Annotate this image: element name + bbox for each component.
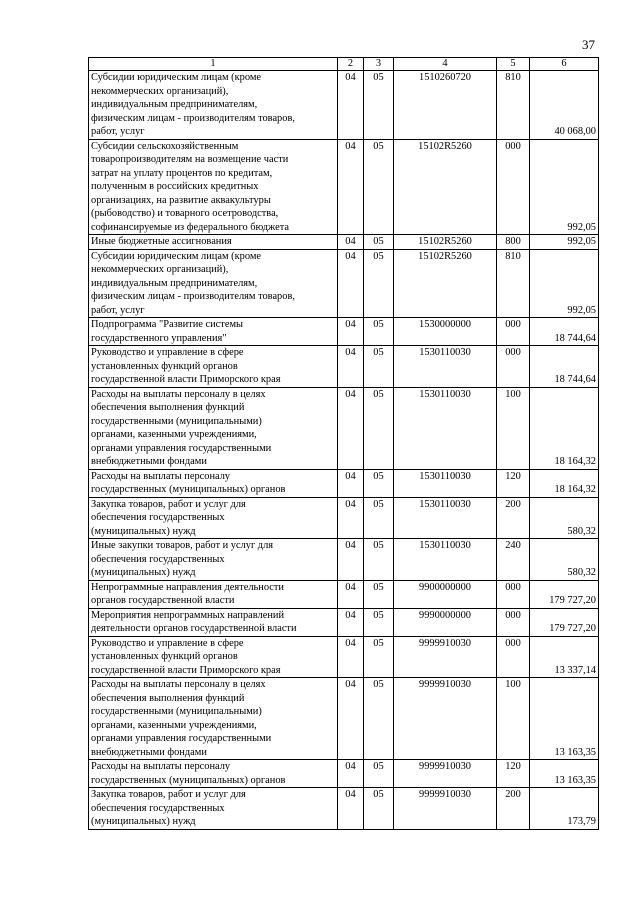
subsection-cell: 05: [364, 788, 394, 830]
table-row: [89, 235, 599, 250]
name-line: органами управления государственными: [91, 442, 272, 454]
expense-type-cell: 200: [497, 497, 530, 539]
section-cell: 04: [338, 580, 364, 608]
table-header: [89, 58, 599, 71]
name-line: установленных функций органов: [91, 360, 238, 372]
name-line: Мероприятия непрограммных направлений: [91, 609, 285, 621]
expense-type-cell: 120: [497, 760, 530, 788]
subsection-cell: 05: [364, 346, 394, 388]
name-line: государственной власти Приморского края: [91, 374, 281, 385]
name-line: товаропроизводителям на возмещение части: [91, 154, 289, 165]
table-row: [89, 760, 599, 788]
name-line: Расходы на выплаты персоналу: [91, 470, 231, 482]
name-line: Расходы на выплаты персоналу: [91, 761, 231, 772]
amount-cell: 40 068,00: [530, 71, 599, 140]
name-line: (муниципальных) нужд: [91, 567, 196, 578]
table-row: [89, 346, 599, 388]
name-line: обеспечения государственных: [91, 802, 225, 814]
row-name-cell: [89, 139, 338, 235]
name-line: (муниципальных) нужд: [91, 525, 196, 537]
name-line: некоммерческих организаций),: [91, 264, 229, 275]
target-article-cell: 15102R5260: [394, 235, 497, 250]
row-name-cell: [89, 71, 338, 140]
amount-cell: 992,05: [530, 139, 599, 235]
header-col-3: 3: [364, 58, 394, 71]
name-line: внебюджетными фондами: [91, 746, 207, 758]
table-row: [89, 636, 599, 678]
amount-cell: 13 163,35: [530, 760, 599, 788]
amount-cell: 992,05: [530, 235, 599, 250]
name-line: (муниципальных) нужд: [91, 816, 196, 827]
row-name-cell: [89, 318, 338, 346]
name-line: Подпрограмма "Развитие системы: [91, 319, 244, 330]
table-row: [89, 497, 599, 539]
name-line: органами, казенными учреждениями,: [91, 429, 257, 440]
table-row: [89, 539, 599, 581]
section-cell: 04: [338, 636, 364, 678]
name-line: государственными (муниципальными): [91, 415, 262, 427]
table-row: [89, 469, 599, 497]
name-line: физическим лицам - производителям товаров,: [91, 112, 295, 124]
name-line: Непрограммные направления деятельности: [91, 581, 284, 593]
expense-type-cell: 100: [497, 387, 530, 469]
name-line: работ, услуг: [91, 304, 145, 316]
row-name-cell: [89, 497, 338, 539]
subsection-cell: 05: [364, 497, 394, 539]
amount-cell: 13 163,35: [530, 678, 599, 760]
subsection-cell: 05: [364, 469, 394, 497]
name-line: деятельности органов государственной власти: [91, 623, 297, 634]
table-row: [89, 678, 599, 760]
name-line: государственных (муниципальных) органов: [91, 774, 286, 786]
name-line: государственного управления": [91, 332, 227, 344]
section-cell: 04: [338, 235, 364, 250]
expense-type-cell: 000: [497, 636, 530, 678]
expense-type-cell: 240: [497, 539, 530, 581]
name-line: индивидуальным предпринимателям,: [91, 99, 258, 110]
name-line: Расходы на выплаты персоналу в целях: [91, 679, 266, 690]
table-row: [89, 139, 599, 235]
table-row: [89, 387, 599, 469]
name-line: организациях, на развитие аквакультуры: [91, 194, 271, 206]
table-row: [89, 71, 599, 140]
name-line: органами, казенными учреждениями,: [91, 719, 257, 731]
name-line: софинансируемые из федерального бюджета: [91, 221, 289, 233]
section-cell: 04: [338, 71, 364, 140]
expense-type-cell: 000: [497, 346, 530, 388]
name-line: Субсидии сельскохозяйственным: [91, 140, 239, 152]
name-line: Закупка товаров, работ и услуг для: [91, 498, 246, 510]
name-line: Расходы на выплаты персоналу в целях: [91, 388, 266, 400]
target-article-cell: 1530110030: [394, 387, 497, 469]
row-name-cell: [89, 539, 338, 581]
name-line: обеспечения государственных: [91, 512, 225, 523]
row-name-cell: [89, 608, 338, 636]
name-line: затрат на уплату процентов по кредитам,: [91, 167, 273, 179]
target-article-cell: 1530110030: [394, 539, 497, 581]
header-col-4: 4: [394, 58, 497, 71]
header-col-6: 6: [530, 58, 599, 71]
name-line: органов государственной власти: [91, 595, 235, 606]
name-line: государственными (муниципальными): [91, 706, 262, 717]
name-line: (рыбоводство) и товарного осетроводства,: [91, 208, 279, 219]
expense-type-cell: 000: [497, 580, 530, 608]
row-name-cell: [89, 346, 338, 388]
target-article-cell: 1510260720: [394, 71, 497, 140]
header-col-5: 5: [497, 58, 530, 71]
name-line: внебюджетными фондами: [91, 456, 207, 467]
section-cell: 04: [338, 760, 364, 788]
section-cell: 04: [338, 346, 364, 388]
section-cell: 04: [338, 788, 364, 830]
page-number: 37: [582, 37, 595, 52]
header-col-2: 2: [338, 58, 364, 71]
name-line: индивидуальным предпринимателям,: [91, 277, 258, 289]
expense-type-cell: 000: [497, 318, 530, 346]
subsection-cell: 05: [364, 760, 394, 788]
name-line: Субсидии юридическим лицам (кроме: [91, 72, 262, 83]
name-line: некоммерческих организаций),: [91, 85, 229, 97]
expense-type-cell: 000: [497, 139, 530, 235]
subsection-cell: 05: [364, 678, 394, 760]
name-line: Субсидии юридическим лицам (кроме: [91, 250, 262, 262]
target-article-cell: 1530110030: [394, 346, 497, 388]
amount-cell: 580,32: [530, 539, 599, 581]
name-line: полученным в российских кредитных: [91, 181, 259, 192]
row-name-cell: [89, 580, 338, 608]
name-line: Руководство и управление в сфере: [91, 347, 244, 358]
name-line: Закупка товаров, работ и услуг для: [91, 789, 246, 800]
amount-cell: 18 164,32: [530, 469, 599, 497]
name-line: работ, услуг: [91, 126, 145, 137]
row-name-cell: [89, 788, 338, 830]
expense-type-cell: 200: [497, 788, 530, 830]
name-line: установленных функций органов: [91, 651, 238, 662]
target-article-cell: 9900000000: [394, 580, 497, 608]
section-cell: 04: [338, 139, 364, 235]
amount-cell: 179 727,20: [530, 608, 599, 636]
target-article-cell: 9999910030: [394, 788, 497, 830]
subsection-cell: 05: [364, 139, 394, 235]
target-article-cell: 9999910030: [394, 636, 497, 678]
name-line: Руководство и управление в сфере: [91, 637, 244, 649]
row-name-cell: [89, 249, 338, 318]
amount-cell: 173,79: [530, 788, 599, 830]
budget-table: [88, 57, 599, 830]
subsection-cell: 05: [364, 71, 394, 140]
table-body: [89, 71, 599, 830]
expense-type-cell: 000: [497, 608, 530, 636]
subsection-cell: 05: [364, 249, 394, 318]
section-cell: 04: [338, 678, 364, 760]
section-cell: 04: [338, 469, 364, 497]
section-cell: 04: [338, 387, 364, 469]
name-line: обеспечения государственных: [91, 553, 225, 565]
row-name-cell: [89, 469, 338, 497]
subsection-cell: 05: [364, 636, 394, 678]
row-name-cell: [89, 387, 338, 469]
target-article-cell: 15102R5260: [394, 139, 497, 235]
table-row: [89, 788, 599, 830]
table-row: [89, 249, 599, 318]
subsection-cell: 05: [364, 539, 394, 581]
amount-cell: 992,05: [530, 249, 599, 318]
section-cell: 04: [338, 608, 364, 636]
table-row: [89, 580, 599, 608]
name-line: обеспечения выполнения функций: [91, 692, 245, 704]
expense-type-cell: 100: [497, 678, 530, 760]
header-row: [89, 58, 599, 71]
target-article-cell: 9999910030: [394, 678, 497, 760]
name-line: Иные бюджетные ассигнования: [91, 236, 232, 247]
target-article-cell: 9990000000: [394, 608, 497, 636]
row-name-cell: [89, 678, 338, 760]
subsection-cell: 05: [364, 387, 394, 469]
target-article-cell: 1530110030: [394, 469, 497, 497]
amount-cell: 179 727,20: [530, 580, 599, 608]
name-line: Иные закупки товаров, работ и услуг для: [91, 540, 274, 551]
name-line: обеспечения выполнения функций: [91, 402, 245, 413]
target-article-cell: 1530110030: [394, 497, 497, 539]
name-line: государственной власти Приморского края: [91, 664, 281, 676]
amount-cell: 18 164,32: [530, 387, 599, 469]
section-cell: 04: [338, 318, 364, 346]
expense-type-cell: 810: [497, 249, 530, 318]
target-article-cell: 9999910030: [394, 760, 497, 788]
header-col-1: 1: [89, 58, 338, 71]
name-line: органами управления государственными: [91, 733, 272, 744]
target-article-cell: 15102R5260: [394, 249, 497, 318]
expense-type-cell: 120: [497, 469, 530, 497]
subsection-cell: 05: [364, 580, 394, 608]
table-row: [89, 608, 599, 636]
row-name-cell: [89, 235, 338, 250]
section-cell: 04: [338, 497, 364, 539]
name-line: государственных (муниципальных) органов: [91, 484, 286, 495]
expense-type-cell: 800: [497, 235, 530, 250]
expense-type-cell: 810: [497, 71, 530, 140]
subsection-cell: 05: [364, 608, 394, 636]
amount-cell: 18 744,64: [530, 318, 599, 346]
section-cell: 04: [338, 539, 364, 581]
amount-cell: 13 337,14: [530, 636, 599, 678]
row-name-cell: [89, 760, 338, 788]
subsection-cell: 05: [364, 318, 394, 346]
amount-cell: 580,32: [530, 497, 599, 539]
section-cell: 04: [338, 249, 364, 318]
name-line: физическим лицам - производителям товаров,: [91, 291, 295, 302]
row-name-cell: [89, 636, 338, 678]
amount-cell: 18 744,64: [530, 346, 599, 388]
target-article-cell: 1530000000: [394, 318, 497, 346]
table-row: [89, 318, 599, 346]
subsection-cell: 05: [364, 235, 394, 250]
